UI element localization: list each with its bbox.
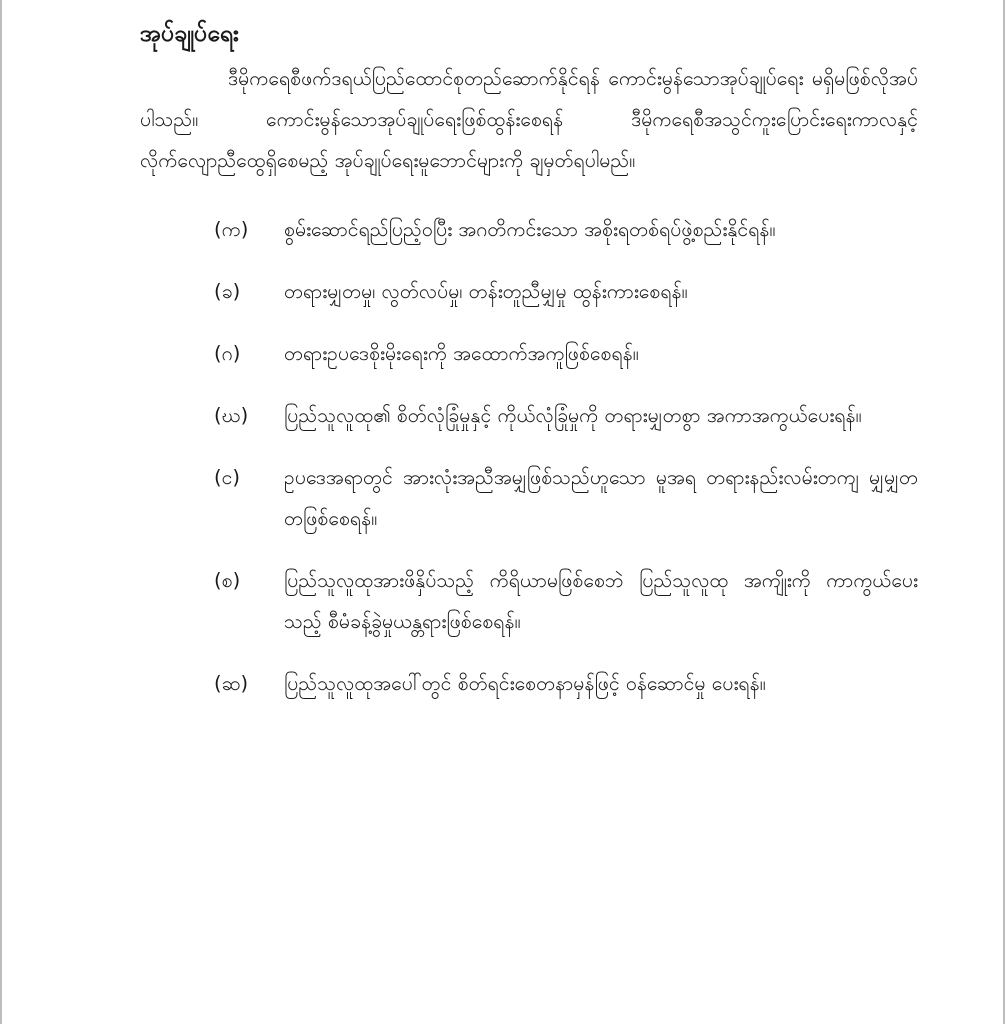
list-item	[214, 333, 918, 374]
list-item-text: ပြည်သူလူထု၏ စိတ်လုံခြုံမှုနှင့် ကိုယ်လုံခြုံမှုကို တရားမျှတစွာ အကာအကွယ်ပေးရန်။	[284, 404, 862, 427]
list-item-marker: (ဂ)	[214, 342, 241, 365]
section-heading: အုပ်ချုပ်ရေး	[140, 21, 239, 47]
list-item	[214, 560, 918, 642]
list-item-marker: (ခ)	[214, 280, 241, 303]
list-item-marker: (ဃ)	[214, 404, 249, 427]
list-item	[214, 271, 918, 312]
list-item-text: ပြည်သူလူထုအားဖိနှိပ်သည့် ကိရိယာမဖြစ်စေဘဲ ပြည်သူလူထု အကျိုးကို ကာကွယ်ပေးသည့် စီမံခန့်ခွဲမှုယန္တရားဖြစ်စေရန်။	[284, 569, 918, 633]
document-content	[140, 14, 918, 725]
list-item	[214, 457, 918, 539]
list-item-marker: (က)	[214, 218, 249, 241]
intro-paragraph: ဒီမိုကရေစီဖက်ဒရယ်ပြည်ထောင်စုတည်ဆောက်နိုင်ရန် ကောင်းမွန်သောအုပ်ချုပ်ရေး မရှိမဖြစ်လိုအပ်ပါသည်။ ကောင်းမွန်သောအုပ်ချုပ်ရေးဖြစ်ထွန်းစေရန် ဒီမိုကရေစီအသွင်ကူးပြောင်းရေးကာလနှင့် လိုက်လျောညီထွေရှိစေမည့် အုပ်ချုပ်ရေးမူဘောင်များကို ချမှတ်ရပါမည်။	[140, 67, 918, 172]
list-item	[214, 663, 918, 704]
list-item-text: တရားဥပဒေစိုးမိုးရေးကို အထောက်အကူဖြစ်စေရန်။	[284, 342, 639, 365]
list-item	[214, 395, 918, 436]
list-item-marker: (င)	[214, 466, 241, 489]
list-item-text: ပြည်သူလူထုအပေါ်တွင် စိတ်ရင်းစေတနာမှန်ဖြင့် ဝန်ဆောင်မှု ပေးရန်။	[284, 672, 766, 695]
list-item-text: စွမ်းဆောင်ရည်ပြည့်ဝပြီး အဂတိကင်းသော အစိုးရတစ်ရပ်ဖွဲ့စည်းနိုင်ရန်။	[284, 218, 776, 241]
list-item	[214, 209, 918, 250]
list-item-marker: (စ)	[214, 569, 241, 592]
principles-list	[140, 209, 918, 704]
list-item-marker: (ဆ)	[214, 672, 249, 695]
list-item-text: ဥပဒေအရာတွင် အားလုံးအညီအမျှဖြစ်သည်ဟူသော မူအရ တရားနည်းလမ်းတကျ မျှမျှတတဖြစ်စေရန်။	[284, 466, 918, 530]
list-item-text: တရားမျှတမှု၊ လွတ်လပ်မှု၊ တန်းတူညီမျှမှု ထွန်းကားစေရန်။	[284, 280, 688, 303]
